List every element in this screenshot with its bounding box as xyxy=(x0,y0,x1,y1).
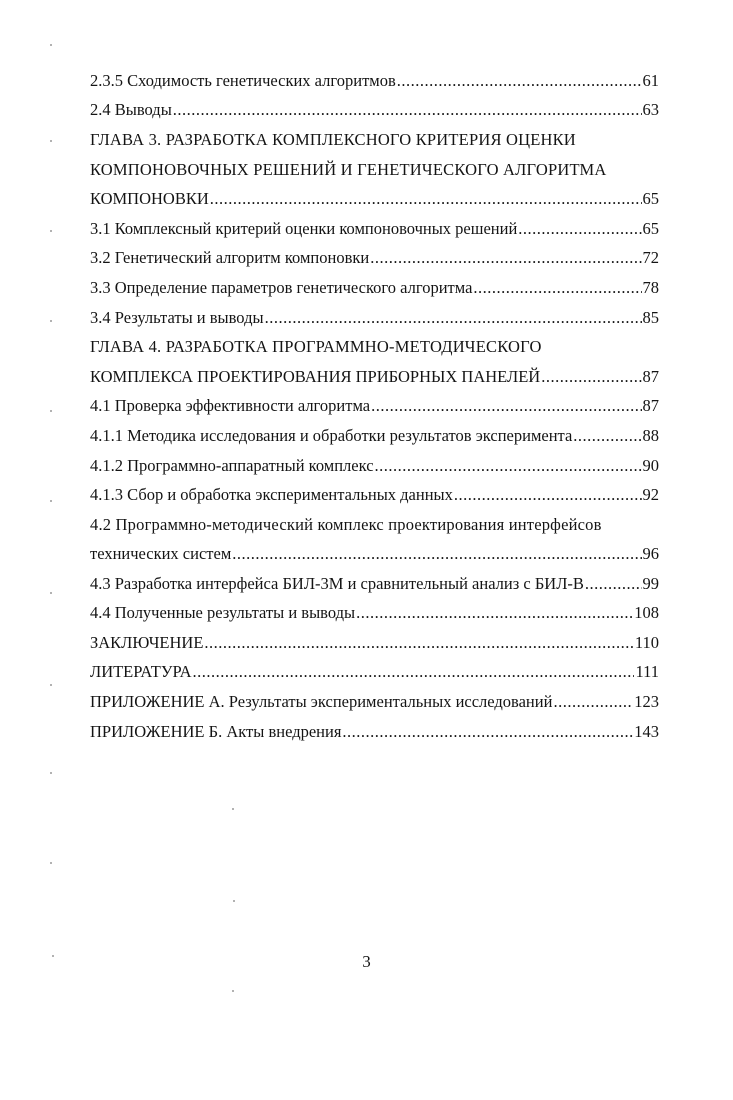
chapter-heading-line: ГЛАВА 3. РАЗРАБОТКА КОМПЛЕКСНОГО КРИТЕРИЯ ОЦЕНКИ xyxy=(90,130,576,149)
toc-leader-dots xyxy=(193,658,635,686)
toc-entry-title: 3.4 Результаты и выводы xyxy=(90,308,264,327)
toc-leader-dots xyxy=(232,540,641,568)
toc-entry xyxy=(90,363,659,391)
page-number: 3 xyxy=(362,952,371,971)
toc-entry-title: 4.1.2 Программно-аппаратный комплекс xyxy=(90,456,374,475)
toc-leader-dots xyxy=(204,629,633,657)
toc-leader-dots xyxy=(265,304,642,332)
toc-leader-dots xyxy=(370,244,641,272)
toc-entry-page: 92 xyxy=(642,485,659,504)
toc-entry xyxy=(90,718,659,746)
toc-entry-page: 65 xyxy=(642,189,659,208)
toc-entry-page: 88 xyxy=(642,426,659,445)
toc-entry-page: 90 xyxy=(642,456,659,475)
scan-speck xyxy=(232,990,234,992)
scan-speck xyxy=(50,320,52,322)
toc-entry xyxy=(90,96,659,124)
scan-speck xyxy=(233,900,235,902)
toc-leader-dots xyxy=(454,481,642,509)
toc-entry xyxy=(90,422,659,450)
toc-entry xyxy=(90,185,659,213)
toc-entry-page: 78 xyxy=(642,278,659,297)
toc-entry xyxy=(90,274,659,302)
toc-leader-dots xyxy=(518,215,641,243)
toc-leader-dots xyxy=(371,392,641,420)
toc-entry-title: 2.4 Выводы xyxy=(90,100,172,119)
chapter-heading-line: ГЛАВА 4. РАЗРАБОТКА ПРОГРАММНО-МЕТОДИЧЕСКОГО xyxy=(90,337,542,356)
toc-entry-title: ПРИЛОЖЕНИЕ А. Результаты экспериментальных исследований xyxy=(90,692,553,711)
toc-entry xyxy=(90,67,659,95)
toc-entry-page: 108 xyxy=(634,603,659,622)
toc-entry xyxy=(90,599,659,627)
toc-entry xyxy=(90,215,659,243)
toc-entry-page: 143 xyxy=(634,722,659,741)
toc-entry xyxy=(90,452,659,480)
toc-entry-page: 110 xyxy=(634,633,659,652)
toc-leader-dots xyxy=(541,363,641,391)
toc-entry xyxy=(90,658,659,686)
toc-entry-page: 87 xyxy=(642,396,659,415)
toc-entry-title: 4.4 Полученные результаты и выводы xyxy=(90,603,356,622)
scan-speck xyxy=(50,862,52,864)
toc-leader-dots xyxy=(553,688,633,716)
toc-entry-title: 4.1 Проверка эффективности алгоритма xyxy=(90,396,371,415)
toc-entry xyxy=(90,244,659,272)
toc-entry-page: 61 xyxy=(642,71,659,90)
toc-entry-title: технических систем xyxy=(90,544,232,563)
toc-entry-page: 123 xyxy=(634,692,659,711)
toc-leader-dots xyxy=(397,67,642,95)
scan-speck xyxy=(50,410,52,412)
scan-speck xyxy=(50,140,52,142)
toc-leader-dots xyxy=(173,96,642,124)
toc-entry xyxy=(90,629,659,657)
toc-entry-title: ПРИЛОЖЕНИЕ Б. Акты внедрения xyxy=(90,722,342,741)
toc-entry xyxy=(90,540,659,568)
toc-entry-page: 63 xyxy=(642,100,659,119)
toc-entry-page: 85 xyxy=(642,308,659,327)
scan-speck xyxy=(50,772,52,774)
toc-entry-page: 111 xyxy=(635,662,659,681)
toc-entry-title: КОМПЛЕКСА ПРОЕКТИРОВАНИЯ ПРИБОРНЫХ ПАНЕЛЕЙ xyxy=(90,367,541,386)
toc-entry-page: 65 xyxy=(642,219,659,238)
toc-leader-dots xyxy=(210,185,642,213)
toc-entry xyxy=(90,392,659,420)
chapter-heading-line: КОМПОНОВОЧНЫХ РЕШЕНИЙ И ГЕНЕТИЧЕСКОГО АЛГОРИТМА xyxy=(90,160,607,179)
toc-entry-title: ЗАКЛЮЧЕНИЕ xyxy=(90,633,204,652)
toc-entry-page: 96 xyxy=(642,544,659,563)
toc-leader-dots xyxy=(585,570,642,598)
toc-entry-title: 3.1 Комплексный критерий оценки компоновочных решений xyxy=(90,219,518,238)
toc-leader-dots xyxy=(573,422,641,450)
toc-entry-title: ЛИТЕРАТУРА xyxy=(90,662,192,681)
toc-entry-title: КОМПОНОВКИ xyxy=(90,189,209,208)
toc-entry-title: 4.3 Разработка интерфейса БИЛ-3М и сравнительный анализ с БИЛ-В xyxy=(90,574,584,593)
toc-entry-title: 3.3 Определение параметров генетического алгоритма xyxy=(90,278,473,297)
toc-entry xyxy=(90,570,659,598)
toc-leader-dots xyxy=(473,274,641,302)
toc-entry xyxy=(90,481,659,509)
scan-speck xyxy=(50,44,52,46)
scan-speck xyxy=(50,684,52,686)
scan-speck xyxy=(232,808,234,810)
toc-entry-title: 3.2 Генетический алгоритм компоновки xyxy=(90,248,370,267)
toc-entry-page: 72 xyxy=(642,248,659,267)
toc-leader-dots xyxy=(342,718,633,746)
toc-entry xyxy=(90,304,659,332)
toc-entry-page: 99 xyxy=(642,574,659,593)
toc-entry-line: 4.2 Программно-методический комплекс проектирования интерфейсов xyxy=(90,515,602,534)
toc-entry xyxy=(90,688,659,716)
toc-leader-dots xyxy=(356,599,633,627)
scan-speck xyxy=(50,500,52,502)
toc-entry-title: 4.1.1 Методика исследования и обработки результатов эксперимента xyxy=(90,426,573,445)
toc-entry-title: 4.1.3 Сбор и обработка экспериментальных данных xyxy=(90,485,453,504)
scan-speck xyxy=(50,230,52,232)
scan-speck xyxy=(52,955,54,957)
toc-entry-page: 87 xyxy=(642,367,659,386)
toc-leader-dots xyxy=(375,452,642,480)
toc-entry-title: 2.3.5 Сходимость генетических алгоритмов xyxy=(90,71,396,90)
scan-speck xyxy=(50,592,52,594)
